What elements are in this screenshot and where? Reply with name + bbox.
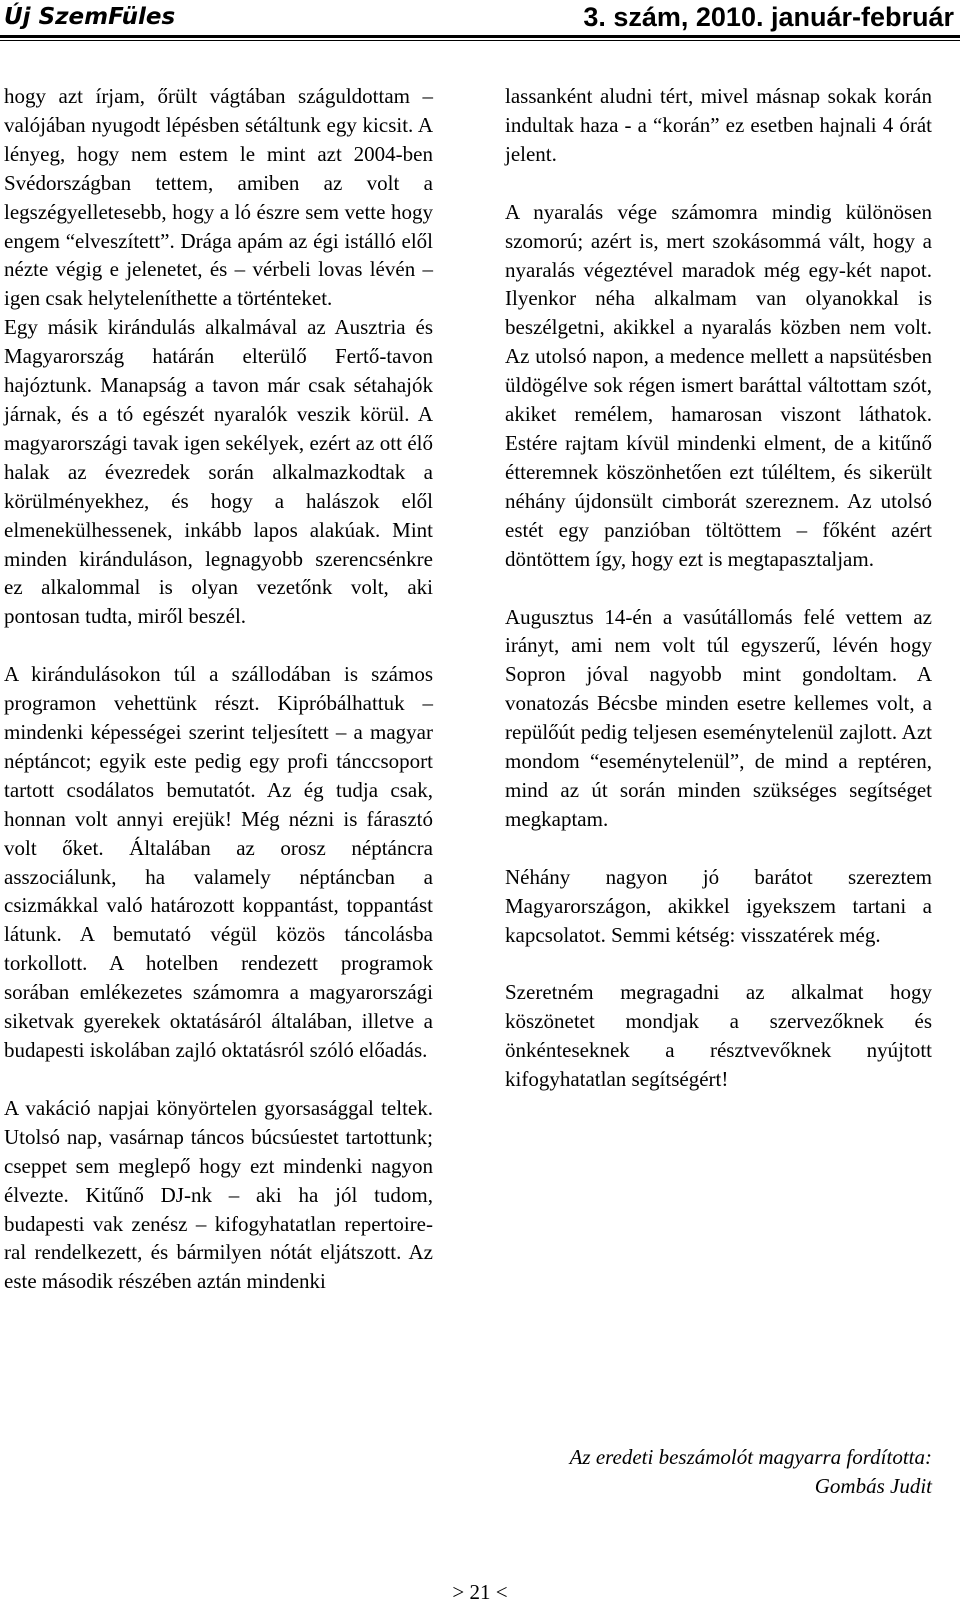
- issue-label: 3. szám, 2010. január-február: [583, 2, 954, 32]
- credit-line: Az eredeti beszámolót magyarra fordította:: [569, 1445, 932, 1469]
- paragraph: lassanként aludni tért, mivel másnap sokak korán indultak haza - a “korán” ez esetben hajnali 4 órát jelent.: [505, 84, 932, 166]
- paragraph: Szeretném megragadni az alkalmat hogy köszönetet mondjak a szervezőknek és önkénteseknek a résztvevőknek nyújtott kifogyhatatlan segítségért!: [505, 980, 932, 1092]
- page-number: > 21 <: [452, 1580, 508, 1604]
- translator-credit: [505, 1443, 932, 1501]
- magazine-title: Új SzemFüles: [4, 4, 176, 30]
- paragraph: Egy másik kirándulás alkalmával az Ausztria és Magyarország határán elterülő Fertő-tavon hajóztunk. Manapság a tavon már csak sétahajók járnak, és a tó egészét nyaralók veszik körül. A magyarországi tavak igen sekélyek, ezért az ott élő halak az évezredek során alkalmazkodtak a körülményekhez, és hogy a halászok elől elmenekülhessenek, inkább lapos alakúak. Mint minden kiránduláson, legnagyobb szerencsénkre ez alkalommal is olyan vezetőnk volt, aki pontosan tudta, miről beszél.: [4, 315, 433, 629]
- left-column: [4, 82, 433, 1325]
- page-header: [0, 0, 960, 40]
- paragraph: A nyaralás vége számomra mindig különösen szomorú; azért is, mert szokásommá vált, hogy a nyaralás végeztével maradok még egy-két napot. Ilyenkor néha alkalmam van olyanokkal is beszélgetni, akikkel a nyaralás közben nem volt. Az utolsó napon, a medence mellett a napsütésben üldögélve sok régen ismert baráttal váltottam szót, akiket remélem, hamarosan viszont láthatok. Estére rajtam kívül mindenki elment, de a kitűnő étteremnek köszönhetően ezt túléltem, és sikerült néhány újdonsült cimborát szereznem. Az utolsó estét egy panzióban töltöttem – főként azért döntöttem így, hogy ezt is megtapasztaljam.: [505, 199, 932, 571]
- paragraph: hogy azt írjam, őrült vágtában száguldottam – valójában nyugodt lépésben sétáltunk egy kicsit. A lényeg, hogy nem estem le mint azt 2004-ben Svédországban tettem, amiben az volt a legszégyelletesebb, hogy a ló észre sem vette hogy engem “elveszített”. Drága apám az égi istálló elől nézte végig e jelenetet, és – vérbeli lovas lévén – igen csak helyteleníthette a történteket.: [4, 84, 433, 311]
- translator-name: Gombás Judit: [814, 1474, 932, 1498]
- paragraph: A vakáció napjai könyörtelen gyorsasággal teltek. Utolsó nap, vasárnap táncos búcsúestet tartottunk; cseppet sem meglepő hogy ezt mindenki nagyon élvezte. Kitűnő DJ-nk – aki ha jól tudom, budapesti vak zenész – kifogyhatatlan repertoire-ral rendelkezett, és bármilyen nótát eljátszott. Az este második részében aztán mindenki: [4, 1095, 433, 1294]
- header-rule-thick: [0, 35, 960, 38]
- paragraph: A kirándulásokon túl a szállodában is számos programon vehettünk részt. Kipróbálhattuk –mindenki képességei szerint teljesített – a magyar néptáncot; egyik este pedig egy profi tánccsoport tartott csodálatos bemutatót. Az ég tudja csak, honnan volt annyi erejük! Még nézni is fárasztó volt őket. Általában az orosz néptáncra asszociálunk, ha valamely néptáncban a csizmákkal való határozott koppantást, toppantást látunk. A bemutató végül közös táncolásba torkollott. A hotelben rendezett programok sorában emlékezetes számomra a magyarországi siketvak gyerekek oktatásáról általában, illetve a budapesti iskolában zajló oktatásról szóló előadás.: [4, 662, 433, 1062]
- right-column: [505, 82, 932, 1123]
- paragraph: Augusztus 14-én a vasútállomás felé vettem az irányt, ami nem volt túl egyszerű, lévén hogy Sopron jóval nagyobb mint gondoltam. A vonatozás Bécsbe minden esetre kellemes volt, a repülőút pedig teljesen eseménytelenül zajlott. Azt mondom “eseménytelenül”, de mind a reptéren, mind az út során minden szükséges segítséget megkaptam.: [505, 604, 932, 831]
- header-rule-thin: [0, 40, 960, 41]
- paragraph: Néhány nagyon jó barátot szereztem Magyarországon, akikkel igyekszem tartani a kapcsolatot. Semmi kétség: visszatérek még.: [505, 864, 932, 947]
